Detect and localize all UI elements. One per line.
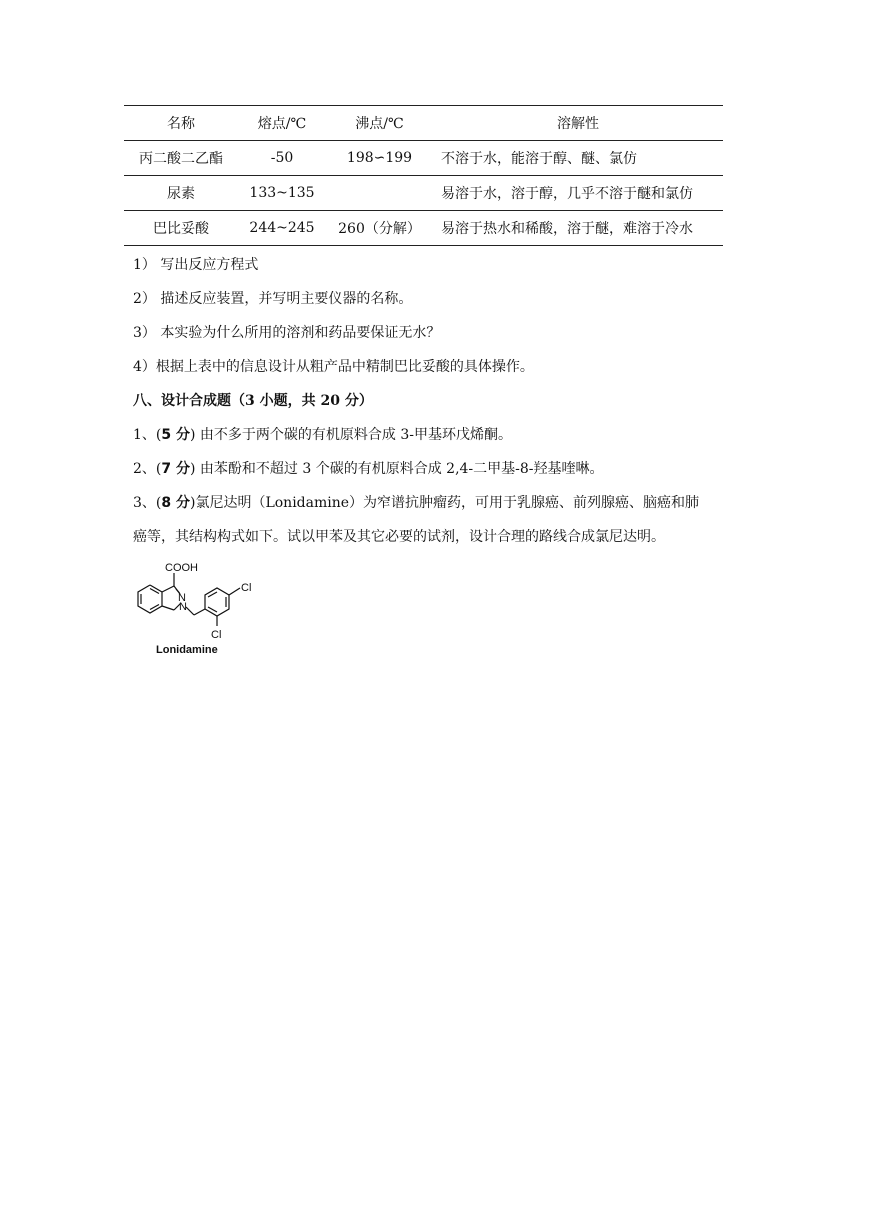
cell-melting-point: 244~245 (249, 220, 315, 236)
item-points: 8 分 (161, 495, 190, 511)
synthesis-item-3-continued: 癌等，其结构构式如下。试以甲苯及其它必要的试剂，设计合理的路线合成氯尼达明。 (133, 529, 665, 545)
item-points: 5 分 (161, 427, 190, 443)
cell-name: 巴比妥酸 (153, 221, 209, 237)
question-3: 3） 本实验为什么所用的溶剂和药品要保证无水？ (133, 325, 441, 341)
cell-name: 丙二酸二乙酯 (139, 151, 223, 167)
item-prefix: 3、( (133, 495, 162, 511)
bonds (138, 573, 240, 626)
lonidamine-structure (128, 560, 268, 660)
synthesis-item-2 (133, 458, 604, 478)
header-melting-point: 熔点/℃ (257, 116, 307, 132)
cell-name: 尿素 (167, 186, 195, 202)
cooh-label: COOH (165, 562, 198, 574)
cell-melting-point: -50 (270, 150, 294, 166)
header-name: 名称 (167, 116, 195, 132)
cell-melting-point: 133~135 (249, 185, 315, 201)
table-header-row (124, 106, 723, 141)
n1-label: N (179, 601, 187, 613)
question-4: 4）根据上表中的信息设计从粗产品中精制巴比妥酸的具体操作。 (133, 359, 534, 375)
table-row (124, 141, 723, 176)
header-solubility: 溶解性 (557, 116, 599, 132)
question-2: 2） 描述反应装置，并写明主要仪器的名称。 (133, 291, 413, 307)
cell-solubility: 易溶于热水和稀酸，溶于醚，难溶于冷水 (441, 221, 693, 237)
item-text: ) 由不多于两个碳的有机原料合成 3-甲基环戊烯酮。 (190, 427, 512, 443)
header-boiling-point: 沸点/℃ (355, 116, 404, 132)
item-points: 7 分 (161, 461, 190, 477)
item-prefix: 1、( (133, 427, 162, 443)
question-1: 1） 写出反应方程式 (133, 257, 259, 273)
synthesis-item-1 (133, 424, 512, 444)
cell-boiling-point: 260（分解） (338, 221, 421, 237)
cl-para-label: Cl (241, 582, 252, 594)
table-row (124, 176, 723, 211)
synthesis-item-3 (133, 492, 699, 512)
n2-label: N (178, 592, 186, 604)
cell-boiling-point (326, 176, 433, 211)
item-prefix: 2、( (133, 461, 162, 477)
structure-drawing (128, 560, 268, 660)
cell-boiling-point: 198∽199 (346, 150, 413, 166)
cl-ortho-label: Cl (211, 629, 222, 641)
item-text: ) 由苯酚和不超过 3 个碳的有机原料合成 2,4-二甲基-8-羟基喹啉。 (190, 461, 604, 477)
cell-solubility: 易溶于水，溶于醇，几乎不溶于醚和氯仿 (441, 186, 693, 202)
properties-table (124, 105, 723, 246)
compound-name: Lonidamine (156, 644, 218, 656)
item-text: )氯尼达明（Lonidamine）为窄谱抗肿瘤药，可用于乳腺癌、前列腺癌、脑癌和肺 (190, 495, 700, 511)
section-8-title: 八、设计合成题（3 小题，共 20 分） (133, 393, 373, 409)
table-row (124, 211, 723, 246)
cell-solubility: 不溶于水，能溶于醇、醚、氯仿 (441, 151, 637, 167)
